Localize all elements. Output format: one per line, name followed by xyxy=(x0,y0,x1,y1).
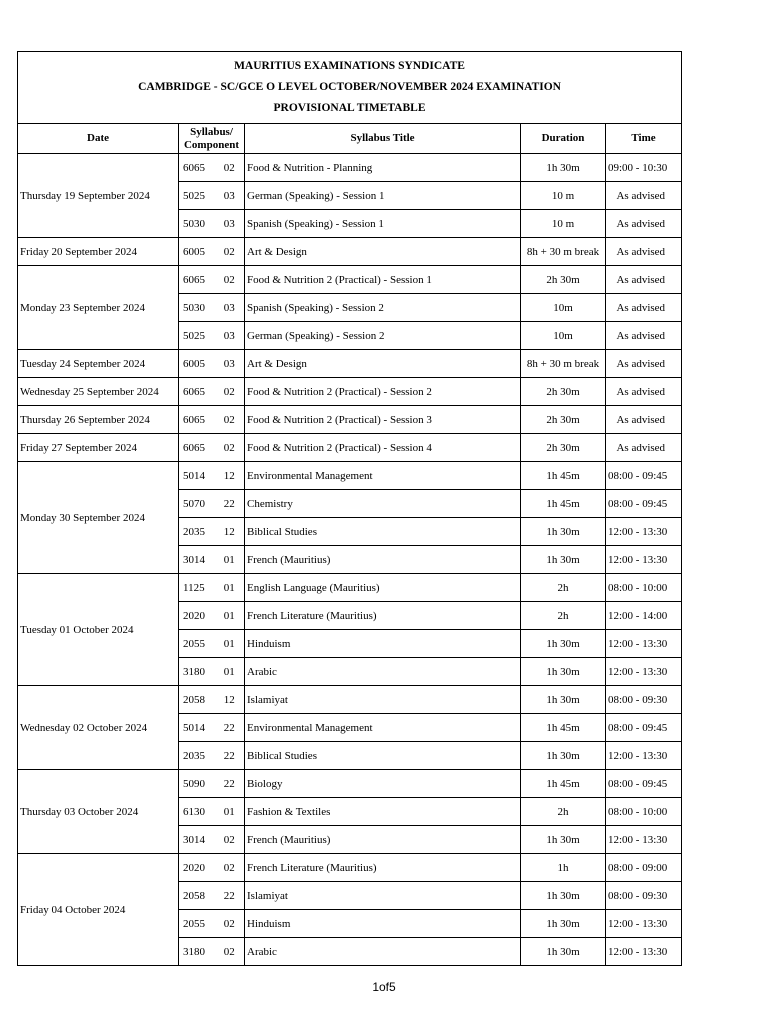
exam-duration: 8h + 30 m break xyxy=(521,350,606,378)
exam-time: 12:00 - 14:00 xyxy=(606,602,682,630)
syllabus-code: 6065 xyxy=(179,266,215,294)
syllabus-title: Arabic xyxy=(245,938,521,966)
exam-time: As advised xyxy=(606,210,682,238)
document-title xyxy=(18,52,682,124)
syllabus-title: Food & Nutrition 2 (Practical) - Session 3 xyxy=(245,406,521,434)
page-number: 1of5 xyxy=(372,980,396,994)
syllabus-title: French (Mauritius) xyxy=(245,546,521,574)
exam-time: 12:00 - 13:30 xyxy=(606,826,682,854)
exam-time: As advised xyxy=(606,406,682,434)
table-row xyxy=(18,350,682,378)
syllabus-title: French (Mauritius) xyxy=(245,826,521,854)
syllabus-code: 2055 xyxy=(179,630,215,658)
component-number: 12 xyxy=(215,462,245,490)
syllabus-title: Biology xyxy=(245,770,521,798)
exam-duration: 2h xyxy=(521,602,606,630)
exam-duration: 2h 30m xyxy=(521,378,606,406)
component-number: 02 xyxy=(215,238,245,266)
table-row xyxy=(18,574,682,602)
timetable-body xyxy=(18,154,682,966)
syllabus-title: Food & Nutrition 2 (Practical) - Session 1 xyxy=(245,266,521,294)
exam-duration: 10m xyxy=(521,294,606,322)
component-number: 03 xyxy=(215,294,245,322)
component-number: 03 xyxy=(215,182,245,210)
syllabus-title: Fashion & Textiles xyxy=(245,798,521,826)
syllabus-title: English Language (Mauritius) xyxy=(245,574,521,602)
table-row xyxy=(18,378,682,406)
syllabus-code: 6005 xyxy=(179,238,215,266)
component-number: 02 xyxy=(215,854,245,882)
syllabus-title: Chemistry xyxy=(245,490,521,518)
syllabus-title: Environmental Management xyxy=(245,714,521,742)
title-line-3: PROVISIONAL TIMETABLE xyxy=(273,102,426,114)
syllabus-code: 5090 xyxy=(179,770,215,798)
column-header-duration: Duration xyxy=(521,124,606,154)
exam-duration: 2h 30m xyxy=(521,266,606,294)
syllabus-title: Hinduism xyxy=(245,910,521,938)
exam-date: Tuesday 24 September 2024 xyxy=(18,350,179,378)
exam-date: Thursday 19 September 2024 xyxy=(18,154,179,238)
syllabus-code: 6005 xyxy=(179,350,215,378)
component-number: 03 xyxy=(215,210,245,238)
syllabus-title: Art & Design xyxy=(245,238,521,266)
syllabus-title: Spanish (Speaking) - Session 1 xyxy=(245,210,521,238)
exam-duration: 1h 30m xyxy=(521,658,606,686)
syllabus-code: 5030 xyxy=(179,294,215,322)
exam-duration: 1h 30m xyxy=(521,910,606,938)
table-row xyxy=(18,434,682,462)
component-number: 02 xyxy=(215,434,245,462)
exam-duration: 1h 30m xyxy=(521,882,606,910)
syllabus-title: Biblical Studies xyxy=(245,742,521,770)
table-row xyxy=(18,854,682,882)
component-number: 02 xyxy=(215,406,245,434)
syllabus-code: 3014 xyxy=(179,546,215,574)
exam-duration: 2h 30m xyxy=(521,434,606,462)
table-row xyxy=(18,462,682,490)
table-row xyxy=(18,770,682,798)
syllabus-title: German (Speaking) - Session 2 xyxy=(245,322,521,350)
column-header-title: Syllabus Title xyxy=(245,124,521,154)
timetable-sheet xyxy=(17,51,681,966)
exam-duration: 1h 30m xyxy=(521,938,606,966)
exam-date: Thursday 03 October 2024 xyxy=(18,770,179,854)
exam-time: As advised xyxy=(606,238,682,266)
syllabus-code: 2035 xyxy=(179,742,215,770)
exam-time: 08:00 - 09:45 xyxy=(606,770,682,798)
exam-duration: 1h 30m xyxy=(521,630,606,658)
syllabus-code: 5070 xyxy=(179,490,215,518)
exam-duration: 2h xyxy=(521,798,606,826)
component-number: 02 xyxy=(215,938,245,966)
exam-time: 08:00 - 09:45 xyxy=(606,462,682,490)
column-header-syllabus-line1: Syllabus/ xyxy=(190,125,233,138)
exam-date: Friday 27 September 2024 xyxy=(18,434,179,462)
exam-date: Monday 23 September 2024 xyxy=(18,266,179,350)
title-row xyxy=(18,52,682,124)
syllabus-title: Biblical Studies xyxy=(245,518,521,546)
syllabus-code: 1125 xyxy=(179,574,215,602)
syllabus-title: Islamiyat xyxy=(245,686,521,714)
exam-time: 12:00 - 13:30 xyxy=(606,938,682,966)
syllabus-code: 3014 xyxy=(179,826,215,854)
component-number: 22 xyxy=(215,882,245,910)
exam-duration: 1h 30m xyxy=(521,518,606,546)
syllabus-code: 2058 xyxy=(179,882,215,910)
table-row xyxy=(18,686,682,714)
exam-time: As advised xyxy=(606,182,682,210)
exam-time: 12:00 - 13:30 xyxy=(606,658,682,686)
syllabus-code: 2035 xyxy=(179,518,215,546)
syllabus-title: Arabic xyxy=(245,658,521,686)
column-header-time: Time xyxy=(606,124,682,154)
exam-time: As advised xyxy=(606,434,682,462)
exam-duration: 1h xyxy=(521,854,606,882)
component-number: 02 xyxy=(215,378,245,406)
syllabus-title: Food & Nutrition 2 (Practical) - Session 2 xyxy=(245,378,521,406)
syllabus-code: 6065 xyxy=(179,378,215,406)
syllabus-title: Environmental Management xyxy=(245,462,521,490)
exam-date: Wednesday 25 September 2024 xyxy=(18,378,179,406)
syllabus-title: Hinduism xyxy=(245,630,521,658)
exam-time: 08:00 - 09:45 xyxy=(606,490,682,518)
exam-time: 12:00 - 13:30 xyxy=(606,910,682,938)
exam-duration: 1h 30m xyxy=(521,826,606,854)
component-number: 12 xyxy=(215,518,245,546)
table-row xyxy=(18,154,682,182)
exam-date: Friday 20 September 2024 xyxy=(18,238,179,266)
syllabus-title: Art & Design xyxy=(245,350,521,378)
syllabus-code: 2020 xyxy=(179,602,215,630)
component-number: 22 xyxy=(215,490,245,518)
exam-duration: 1h 45m xyxy=(521,462,606,490)
table-row xyxy=(18,238,682,266)
exam-duration: 1h 30m xyxy=(521,546,606,574)
syllabus-code: 6065 xyxy=(179,154,215,182)
component-number: 12 xyxy=(215,686,245,714)
exam-time: 08:00 - 09:45 xyxy=(606,714,682,742)
exam-time: 12:00 - 13:30 xyxy=(606,630,682,658)
component-number: 01 xyxy=(215,658,245,686)
syllabus-code: 5025 xyxy=(179,182,215,210)
exam-duration: 1h 45m xyxy=(521,714,606,742)
exam-time: As advised xyxy=(606,378,682,406)
syllabus-title: Spanish (Speaking) - Session 2 xyxy=(245,294,521,322)
component-number: 03 xyxy=(215,322,245,350)
exam-time: 08:00 - 10:00 xyxy=(606,798,682,826)
syllabus-code: 5025 xyxy=(179,322,215,350)
exam-duration: 1h 30m xyxy=(521,686,606,714)
exam-time: 08:00 - 10:00 xyxy=(606,574,682,602)
exam-duration: 2h 30m xyxy=(521,406,606,434)
exam-time: 12:00 - 13:30 xyxy=(606,742,682,770)
column-header-syllabus xyxy=(179,124,245,154)
exam-date: Thursday 26 September 2024 xyxy=(18,406,179,434)
exam-duration: 1h 30m xyxy=(521,742,606,770)
syllabus-code: 6130 xyxy=(179,798,215,826)
exam-duration: 8h + 30 m break xyxy=(521,238,606,266)
component-number: 01 xyxy=(215,574,245,602)
component-number: 22 xyxy=(215,742,245,770)
exam-duration: 1h 30m xyxy=(521,154,606,182)
exam-time: 12:00 - 13:30 xyxy=(606,518,682,546)
component-number: 22 xyxy=(215,714,245,742)
component-number: 01 xyxy=(215,602,245,630)
exam-time: 09:00 - 10:30 xyxy=(606,154,682,182)
component-number: 02 xyxy=(215,910,245,938)
syllabus-code: 3180 xyxy=(179,658,215,686)
syllabus-code: 5014 xyxy=(179,462,215,490)
syllabus-title: German (Speaking) - Session 1 xyxy=(245,182,521,210)
component-number: 02 xyxy=(215,154,245,182)
syllabus-title: Food & Nutrition 2 (Practical) - Session 4 xyxy=(245,434,521,462)
exam-duration: 10 m xyxy=(521,182,606,210)
exam-time: 12:00 - 13:30 xyxy=(606,546,682,574)
component-number: 01 xyxy=(215,546,245,574)
exam-time: 08:00 - 09:30 xyxy=(606,686,682,714)
exam-duration: 1h 45m xyxy=(521,770,606,798)
column-header-date: Date xyxy=(18,124,179,154)
exam-time: 08:00 - 09:30 xyxy=(606,882,682,910)
component-number: 02 xyxy=(215,266,245,294)
exam-duration: 2h xyxy=(521,574,606,602)
exam-date: Tuesday 01 October 2024 xyxy=(18,574,179,686)
exam-time: As advised xyxy=(606,322,682,350)
syllabus-code: 2058 xyxy=(179,686,215,714)
syllabus-code: 2055 xyxy=(179,910,215,938)
exam-time: 08:00 - 09:00 xyxy=(606,854,682,882)
syllabus-title: French Literature (Mauritius) xyxy=(245,854,521,882)
component-number: 03 xyxy=(215,350,245,378)
exam-time: As advised xyxy=(606,350,682,378)
exam-date: Wednesday 02 October 2024 xyxy=(18,686,179,770)
table-row xyxy=(18,406,682,434)
syllabus-title: Food & Nutrition - Planning xyxy=(245,154,521,182)
syllabus-code: 6065 xyxy=(179,406,215,434)
column-header-syllabus-line2: Component xyxy=(183,138,239,151)
exam-date: Friday 04 October 2024 xyxy=(18,854,179,966)
exam-time: As advised xyxy=(606,266,682,294)
timetable-table xyxy=(17,51,682,966)
component-number: 02 xyxy=(215,826,245,854)
table-row xyxy=(18,266,682,294)
component-number: 01 xyxy=(215,630,245,658)
syllabus-code: 5014 xyxy=(179,714,215,742)
exam-time: As advised xyxy=(606,294,682,322)
title-line-1: MAURITIUS EXAMINATIONS SYNDICATE xyxy=(234,60,465,72)
component-number: 01 xyxy=(215,798,245,826)
syllabus-code: 5030 xyxy=(179,210,215,238)
exam-duration: 10m xyxy=(521,322,606,350)
syllabus-code: 3180 xyxy=(179,938,215,966)
exam-date: Monday 30 September 2024 xyxy=(18,462,179,574)
title-line-2: CAMBRIDGE - SC/GCE O LEVEL OCTOBER/NOVEMBER 2024 EXAMINATION xyxy=(138,81,561,93)
exam-duration: 10 m xyxy=(521,210,606,238)
syllabus-title: French Literature (Mauritius) xyxy=(245,602,521,630)
syllabus-title: Islamiyat xyxy=(245,882,521,910)
syllabus-code: 2020 xyxy=(179,854,215,882)
syllabus-code: 6065 xyxy=(179,434,215,462)
exam-duration: 1h 45m xyxy=(521,490,606,518)
column-header-row xyxy=(18,124,682,154)
component-number: 22 xyxy=(215,770,245,798)
